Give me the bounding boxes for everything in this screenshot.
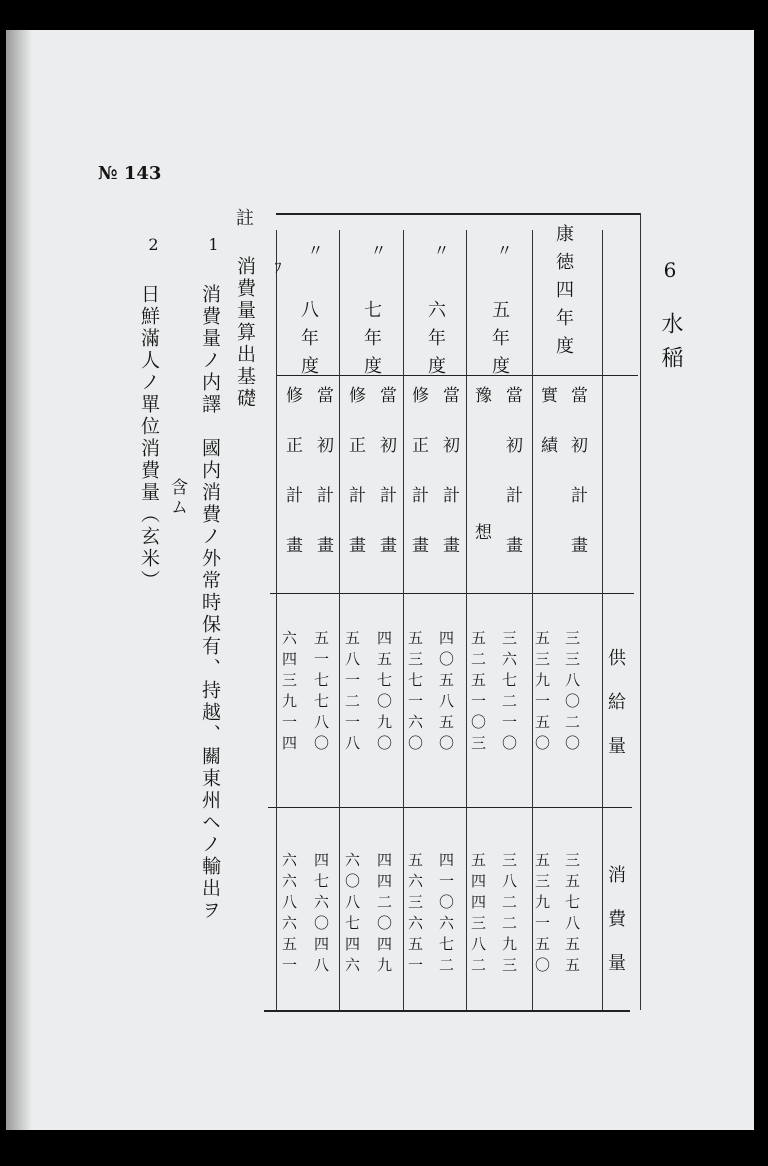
notes-mark: ﾌ (269, 260, 285, 274)
consumption-value: 四一〇六七二 (437, 852, 455, 978)
section-title: 水稲 (658, 312, 683, 380)
ditto-mark: 〃 (305, 242, 324, 258)
supply-value: 五八一二一八 (343, 630, 361, 756)
supply-value: 四五七〇九〇 (375, 630, 393, 756)
table-right-edge (640, 213, 641, 1010)
year-label: 八年度 (298, 300, 319, 384)
notes-heading: 註 (233, 208, 254, 226)
calc-type: 當初計畫 (313, 386, 333, 586)
year-label: 康徳四年度 (553, 224, 574, 364)
supply-value: 五一七七八〇 (312, 630, 330, 756)
consumption-value: 三八二二九三 (500, 852, 518, 978)
section-number: 6 (658, 258, 682, 282)
column-header-supply: 供給量 (605, 648, 626, 780)
calc-rule (270, 593, 634, 594)
column-divider (602, 230, 603, 1010)
ditto-mark: 〃 (494, 242, 513, 258)
calc-type: 當初計畫 (376, 386, 396, 586)
supply-value: 四〇五八五〇 (437, 630, 455, 756)
consumption-value: 四七六〇四八 (312, 852, 330, 978)
note-text-continued: 含ム (167, 478, 187, 518)
calc-type: 豫想 (471, 386, 491, 660)
note-text: 消費量ノ内譯 國内消費ノ外常時保有、持越、關東州ヘノ輸出ヲ (199, 284, 221, 922)
consumption-value: 五四四三八二 (469, 852, 487, 978)
calc-type: 修正計畫 (345, 386, 365, 586)
table-top-rule (276, 213, 640, 215)
column-header-consumption: 消費量 (605, 865, 626, 997)
calc-type: 當初計畫 (439, 386, 459, 586)
supply-rule (268, 807, 632, 808)
calc-type: 實績 (537, 386, 557, 486)
supply-value: 六四三九一四 (280, 630, 298, 756)
calc-type: 修正計畫 (408, 386, 428, 586)
header-rule (276, 375, 638, 376)
column-divider (403, 230, 404, 1010)
calc-type: 當初計畫 (567, 386, 587, 586)
table-bottom-rule (264, 1010, 630, 1012)
calc-type: 修正計畫 (282, 386, 302, 586)
consumption-value: 五六三六五一 (406, 852, 424, 978)
note-number: 1 (204, 235, 223, 254)
column-divider (276, 230, 277, 1010)
consumption-value: 六〇八七四六 (343, 852, 361, 978)
ditto-mark: 〃 (368, 242, 387, 258)
consumption-value: 三五七八五五 (563, 852, 581, 978)
consumption-value: 六六八六五一 (280, 852, 298, 978)
column-divider (466, 230, 467, 1010)
document-page (6, 30, 754, 1130)
supply-value: 五二五一〇三 (469, 630, 487, 756)
consumption-value: 四四二〇四九 (375, 852, 393, 978)
year-label: 七年度 (361, 300, 382, 384)
notes-title: 消費量算出基礎 (234, 256, 256, 410)
year-label: 五年度 (489, 300, 510, 384)
supply-value: 三六七二一〇 (500, 630, 518, 756)
consumption-value: 五三九一五〇 (533, 852, 551, 978)
ditto-mark: 〃 (431, 242, 450, 258)
supply-value: 五三七一六〇 (406, 630, 424, 756)
column-divider (339, 230, 340, 1010)
page-number: № 143 (98, 163, 162, 184)
note-number: 2 (144, 235, 163, 254)
year-label: 六年度 (425, 300, 446, 384)
note-text: 日鮮滿人ノ單位消費量（玄米） (138, 284, 160, 592)
supply-value: 五三九一五〇 (533, 630, 551, 756)
calc-type: 當初計畫 (502, 386, 522, 586)
supply-value: 三三八〇二〇 (563, 630, 581, 756)
